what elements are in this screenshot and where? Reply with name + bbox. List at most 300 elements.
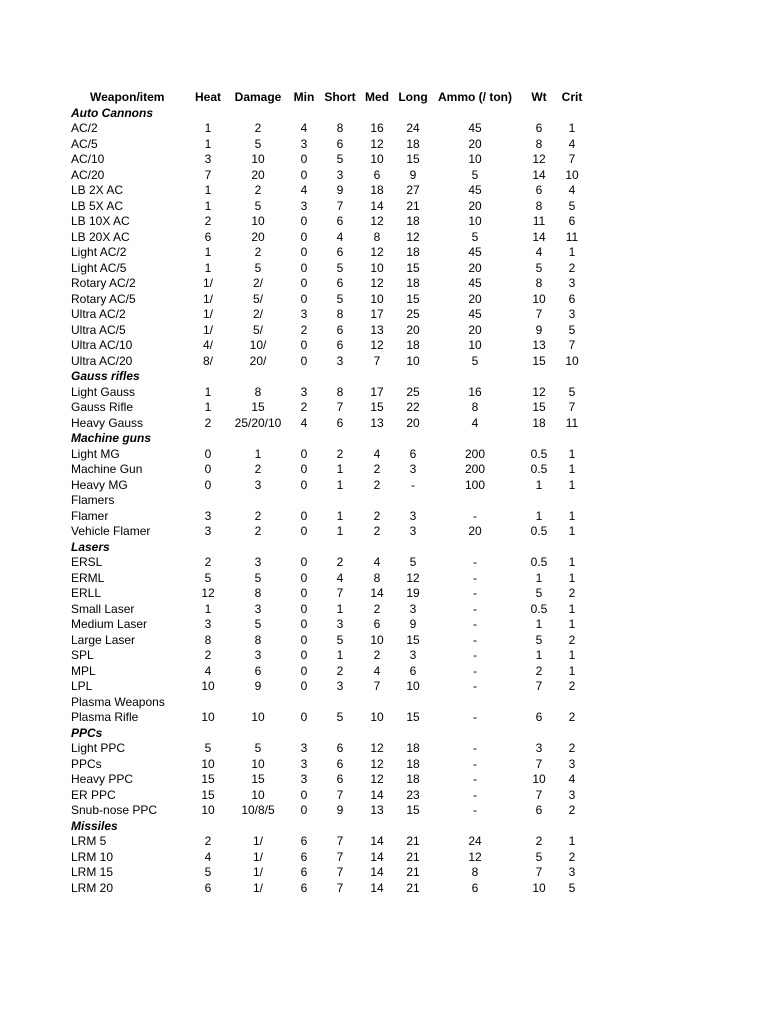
cell-ammo: 10 — [468, 152, 482, 166]
cell-long: 9 — [409, 617, 417, 631]
header-ammo: Ammo (/ ton) — [438, 90, 512, 104]
cell-min: 0 — [300, 524, 308, 538]
cell-damage: 10 — [251, 787, 265, 802]
cell-short: 2 — [336, 555, 344, 569]
cell-min: 3 — [300, 741, 308, 755]
cell-ammo: 200 — [464, 462, 486, 476]
cell-crit: 1 — [568, 524, 576, 538]
cell-damage: 1/ — [252, 865, 263, 879]
cell-short: 7 — [336, 400, 344, 414]
cell-min: 3 — [300, 772, 308, 786]
cell-heat: 15 — [201, 772, 215, 786]
cell-med: 8 — [373, 229, 381, 244]
cell-weapon: LB 2X AC — [71, 183, 124, 197]
cell-weapon: Light MG — [71, 446, 120, 461]
cell-damage: 20 — [251, 167, 265, 182]
cell-weapon: Vehicle Flamer — [71, 524, 151, 538]
cell-med: 12 — [370, 338, 384, 352]
cell-weapon: Rotary AC/2 — [71, 276, 136, 290]
cell-ammo: 200 — [464, 446, 486, 461]
header-heat: Heat — [194, 90, 221, 104]
cell-wt: 7 — [535, 787, 543, 802]
cell-crit: 1 — [568, 648, 576, 662]
table-row — [0, 400, 768, 416]
cell-ammo: 24 — [468, 834, 482, 848]
cell-weapon: Ultra AC/2 — [71, 307, 126, 321]
cell-heat: 2 — [204, 555, 212, 569]
cell-wt: 0.5 — [530, 446, 548, 461]
cell-med: 8 — [373, 570, 381, 585]
cell-weapon: AC/5 — [71, 136, 98, 151]
cell-short: 7 — [336, 880, 344, 895]
cell-min: 3 — [300, 384, 308, 399]
cell-damage: 10 — [251, 710, 265, 724]
category-row — [0, 819, 768, 835]
cell-ammo: - — [473, 710, 477, 724]
cell-min: 2 — [300, 322, 308, 337]
cell-damage: 2 — [254, 245, 262, 259]
cell-heat: 1 — [204, 260, 212, 275]
cell-crit: 4 — [568, 136, 576, 151]
cell-med: 15 — [370, 400, 384, 414]
cell-short: 7 — [336, 849, 344, 864]
cell-wt: 6 — [535, 121, 543, 135]
cell-min: 0 — [300, 276, 308, 290]
cell-short: 9 — [336, 803, 344, 817]
table-row — [0, 168, 768, 184]
cell-ammo: 5 — [471, 353, 479, 368]
cell-weapon: Flamer — [71, 508, 109, 523]
cell-med: 4 — [373, 663, 381, 678]
cell-damage: 25/20/10 — [234, 415, 282, 430]
cell-long: 15 — [406, 710, 420, 724]
cell-heat: 8/ — [202, 353, 213, 368]
table-row — [0, 121, 768, 137]
cell-ammo: 10 — [468, 338, 482, 352]
cell-heat: 10 — [201, 679, 215, 693]
cell-weapon: SPL — [71, 648, 94, 662]
cell-weapon: MPL — [71, 663, 96, 678]
cell-ammo: 20 — [468, 260, 482, 275]
cell-ammo: 16 — [468, 384, 482, 399]
cell-ammo: 100 — [464, 477, 486, 492]
cell-long: 3 — [409, 508, 417, 523]
cell-weapon: ERSL — [71, 555, 103, 569]
cell-min: 0 — [300, 462, 308, 476]
cell-crit: 2 — [568, 260, 576, 275]
table-row — [0, 648, 768, 664]
cell-damage: 2 — [254, 508, 262, 523]
cell-crit: 1 — [568, 555, 576, 569]
cell-min: 0 — [300, 632, 308, 647]
cell-heat: 5 — [204, 865, 212, 879]
category-label: Machine guns — [71, 431, 152, 445]
cell-wt: 4 — [535, 245, 543, 259]
cell-weapon: LRM 5 — [71, 834, 107, 848]
cell-damage: 10 — [251, 214, 265, 228]
cell-min: 4 — [300, 121, 308, 135]
cell-ammo: - — [473, 787, 477, 802]
cell-crit: 11 — [565, 415, 579, 430]
cell-med: 10 — [370, 152, 384, 166]
cell-med: 14 — [370, 834, 384, 848]
cell-min: 0 — [300, 214, 308, 228]
cell-ammo: 20 — [468, 198, 482, 213]
cell-heat: 10 — [201, 756, 215, 771]
cell-med: 6 — [373, 167, 381, 182]
cell-long: 27 — [406, 183, 420, 197]
cell-damage: 5 — [254, 617, 262, 631]
cell-min: 0 — [300, 710, 308, 724]
cell-heat: 1 — [204, 384, 212, 399]
cell-crit: 11 — [565, 229, 579, 244]
cell-short: 5 — [336, 632, 344, 647]
cell-short: 1 — [336, 648, 344, 662]
cell-damage: 8 — [254, 586, 262, 600]
table-row — [0, 571, 768, 587]
cell-wt: 6 — [535, 183, 543, 197]
cell-crit: 5 — [568, 322, 576, 337]
cell-heat: 1 — [204, 245, 212, 259]
table-header-row — [0, 90, 768, 106]
table-row — [0, 524, 768, 540]
cell-weapon: Ultra AC/5 — [71, 322, 126, 337]
cell-ammo: 45 — [468, 183, 482, 197]
table-row — [0, 385, 768, 401]
cell-short: 7 — [336, 865, 344, 879]
cell-ammo: - — [473, 555, 477, 569]
cell-damage: 5/ — [252, 322, 263, 337]
cell-short: 9 — [336, 183, 344, 197]
cell-long: 18 — [406, 276, 420, 290]
cell-med: 10 — [370, 291, 384, 306]
category-row — [0, 695, 768, 711]
cell-med: 12 — [370, 214, 384, 228]
cell-med: 2 — [373, 477, 381, 492]
cell-weapon: ERML — [71, 570, 105, 585]
cell-long: 21 — [406, 849, 420, 864]
cell-heat: 5 — [204, 741, 212, 755]
cell-min: 4 — [300, 415, 308, 430]
cell-ammo: 20 — [468, 322, 482, 337]
cell-short: 1 — [336, 508, 344, 523]
cell-weapon: PPCs — [71, 756, 102, 771]
cell-heat: 2 — [204, 648, 212, 662]
cell-weapon: Heavy PPC — [71, 772, 134, 786]
cell-ammo: 4 — [471, 415, 479, 430]
cell-long: 18 — [406, 136, 420, 151]
table-row — [0, 633, 768, 649]
cell-long: 21 — [406, 198, 420, 213]
cell-wt: 7 — [535, 679, 543, 693]
weapon-table — [0, 90, 768, 896]
cell-ammo: - — [473, 648, 477, 662]
cell-short: 6 — [336, 741, 344, 755]
cell-wt: 11 — [532, 214, 546, 228]
cell-damage: 2/ — [252, 307, 263, 321]
cell-wt: 5 — [535, 849, 543, 864]
cell-long: 15 — [406, 260, 420, 275]
cell-long: 3 — [409, 648, 417, 662]
cell-wt: 0.5 — [530, 555, 548, 569]
table-body — [0, 106, 768, 897]
cell-wt: 1 — [535, 648, 543, 662]
cell-wt: 14 — [532, 229, 546, 244]
cell-crit: 1 — [568, 446, 576, 461]
header-wt: Wt — [531, 90, 547, 104]
cell-wt: 7 — [535, 756, 543, 771]
cell-weapon: AC/10 — [71, 152, 105, 166]
cell-crit: 7 — [568, 338, 576, 352]
cell-short: 6 — [336, 214, 344, 228]
cell-heat: 1/ — [202, 276, 213, 290]
cell-wt: 1 — [535, 477, 543, 492]
cell-heat: 4 — [204, 663, 212, 678]
cell-short: 6 — [336, 322, 344, 337]
cell-long: 9 — [409, 167, 417, 182]
cell-short: 7 — [336, 586, 344, 600]
cell-long: 23 — [406, 787, 420, 802]
cell-damage: 10 — [251, 152, 265, 166]
cell-damage: 2/ — [252, 276, 263, 290]
cell-heat: 7 — [204, 167, 212, 182]
cell-wt: 1 — [535, 617, 543, 631]
cell-wt: 5 — [535, 632, 543, 647]
cell-ammo: - — [473, 632, 477, 647]
cell-min: 0 — [300, 229, 308, 244]
cell-short: 5 — [336, 710, 344, 724]
category-label: Auto Cannons — [71, 105, 153, 120]
table-row — [0, 462, 768, 478]
cell-heat: 0 — [204, 462, 212, 476]
cell-ammo: - — [473, 679, 477, 693]
table-row — [0, 772, 768, 788]
cell-min: 6 — [300, 865, 308, 879]
cell-crit: 2 — [568, 803, 576, 817]
cell-long: 25 — [406, 384, 420, 399]
cell-heat: 1/ — [202, 322, 213, 337]
cell-min: 0 — [300, 570, 308, 585]
cell-heat: 12 — [201, 586, 215, 600]
cell-ammo: 20 — [468, 291, 482, 306]
cell-crit: 4 — [568, 772, 576, 786]
table-row — [0, 137, 768, 153]
cell-long: 6 — [409, 663, 417, 678]
category-label: Plasma Weapons — [71, 694, 165, 709]
cell-weapon: Machine Gun — [71, 462, 143, 476]
cell-ammo: - — [473, 601, 477, 616]
cell-heat: 1 — [204, 601, 212, 616]
cell-long: 18 — [406, 338, 420, 352]
cell-wt: 15 — [532, 353, 546, 368]
cell-ammo: - — [473, 803, 477, 817]
cell-med: 14 — [370, 586, 384, 600]
cell-med: 12 — [370, 276, 384, 290]
cell-crit: 2 — [568, 849, 576, 864]
cell-short: 1 — [336, 462, 344, 476]
cell-min: 0 — [300, 291, 308, 306]
cell-weapon: Medium Laser — [71, 617, 148, 631]
cell-heat: 3 — [204, 152, 212, 166]
cell-med: 13 — [370, 322, 384, 337]
cell-min: 0 — [300, 555, 308, 569]
cell-min: 2 — [300, 400, 308, 414]
category-row — [0, 431, 768, 447]
cell-heat: 2 — [204, 415, 212, 430]
cell-weapon: AC/2 — [71, 121, 98, 135]
cell-min: 0 — [300, 663, 308, 678]
cell-damage: 2 — [254, 183, 262, 197]
cell-short: 6 — [336, 772, 344, 786]
cell-min: 0 — [300, 586, 308, 600]
cell-crit: 1 — [568, 508, 576, 523]
cell-damage: 10/8/5 — [241, 803, 275, 817]
table-row — [0, 152, 768, 168]
table-row — [0, 881, 768, 897]
cell-weapon: LPL — [71, 679, 93, 693]
cell-crit: 2 — [568, 741, 576, 755]
cell-wt: 2 — [535, 834, 543, 848]
cell-min: 3 — [300, 307, 308, 321]
cell-damage: 5 — [254, 136, 262, 151]
cell-wt: 15 — [532, 400, 546, 414]
cell-short: 6 — [336, 415, 344, 430]
cell-heat: 3 — [204, 508, 212, 523]
cell-crit: 5 — [568, 198, 576, 213]
cell-weapon: ER PPC — [71, 787, 116, 802]
cell-long: 12 — [406, 229, 420, 244]
cell-crit: 3 — [568, 307, 576, 321]
cell-crit: 3 — [568, 865, 576, 879]
table-row — [0, 803, 768, 819]
table-row — [0, 850, 768, 866]
cell-damage: 20 — [251, 229, 265, 244]
cell-wt: 1 — [535, 570, 543, 585]
cell-ammo: - — [473, 617, 477, 631]
cell-long: 24 — [406, 121, 420, 135]
cell-heat: 10 — [201, 803, 215, 817]
cell-wt: 9 — [535, 322, 543, 337]
cell-wt: 7 — [535, 865, 543, 879]
cell-min: 0 — [300, 601, 308, 616]
cell-weapon: Heavy MG — [71, 477, 128, 492]
cell-wt: 8 — [535, 136, 543, 151]
cell-min: 6 — [300, 849, 308, 864]
cell-med: 7 — [373, 353, 381, 368]
cell-wt: 5 — [535, 260, 543, 275]
cell-min: 0 — [300, 167, 308, 182]
cell-long: 3 — [409, 462, 417, 476]
cell-med: 12 — [370, 741, 384, 755]
cell-wt: 1 — [535, 508, 543, 523]
cell-med: 14 — [370, 880, 384, 895]
cell-med: 14 — [370, 865, 384, 879]
cell-min: 0 — [300, 617, 308, 631]
cell-ammo: - — [473, 741, 477, 755]
cell-crit: 3 — [568, 787, 576, 802]
cell-long: 3 — [409, 601, 417, 616]
cell-ammo: - — [473, 756, 477, 771]
cell-med: 14 — [370, 787, 384, 802]
cell-ammo: - — [473, 772, 477, 786]
table-row — [0, 757, 768, 773]
cell-long: 20 — [406, 322, 420, 337]
cell-weapon: AC/20 — [71, 167, 105, 182]
cell-short: 5 — [336, 291, 344, 306]
cell-heat: 5 — [204, 570, 212, 585]
cell-heat: 1 — [204, 136, 212, 151]
cell-damage: 3 — [254, 601, 262, 616]
cell-damage: 8 — [254, 384, 262, 399]
cell-med: 14 — [370, 198, 384, 213]
cell-ammo: - — [473, 663, 477, 678]
cell-short: 6 — [336, 756, 344, 771]
cell-crit: 1 — [568, 570, 576, 585]
header-crit: Crit — [561, 90, 583, 104]
cell-med: 2 — [373, 601, 381, 616]
cell-long: 20 — [406, 415, 420, 430]
cell-min: 0 — [300, 152, 308, 166]
cell-wt: 13 — [532, 338, 546, 352]
header-min: Min — [293, 90, 315, 104]
cell-heat: 1 — [204, 198, 212, 213]
cell-med: 13 — [370, 803, 384, 817]
category-row — [0, 493, 768, 509]
cell-min: 0 — [300, 477, 308, 492]
cell-short: 3 — [336, 353, 344, 368]
cell-weapon: Rotary AC/5 — [71, 291, 136, 306]
cell-long: 12 — [406, 570, 420, 585]
cell-damage: 5 — [254, 570, 262, 585]
cell-med: 2 — [373, 508, 381, 523]
cell-crit: 2 — [568, 632, 576, 647]
cell-med: 17 — [370, 384, 384, 399]
cell-damage: 2 — [254, 121, 262, 135]
table-row — [0, 602, 768, 618]
cell-med: 10 — [370, 632, 384, 647]
category-row — [0, 106, 768, 122]
cell-short: 7 — [336, 198, 344, 213]
cell-damage: 1/ — [252, 834, 263, 848]
cell-ammo: 6 — [471, 880, 479, 895]
cell-min: 0 — [300, 245, 308, 259]
cell-wt: 10 — [532, 291, 546, 306]
cell-crit: 10 — [565, 167, 579, 182]
cell-wt: 12 — [532, 384, 546, 399]
cell-wt: 8 — [535, 198, 543, 213]
cell-damage: 1/ — [252, 849, 263, 864]
cell-med: 16 — [370, 121, 384, 135]
cell-med: 12 — [370, 136, 384, 151]
cell-med: 2 — [373, 524, 381, 538]
table-row — [0, 555, 768, 571]
cell-crit: 6 — [568, 291, 576, 306]
table-row — [0, 447, 768, 463]
cell-ammo: 20 — [468, 136, 482, 151]
cell-med: 12 — [370, 756, 384, 771]
cell-ammo: 12 — [468, 849, 482, 864]
cell-crit: 1 — [568, 601, 576, 616]
cell-short: 4 — [336, 570, 344, 585]
table-row — [0, 788, 768, 804]
cell-wt: 0.5 — [530, 524, 548, 538]
cell-ammo: 45 — [468, 307, 482, 321]
cell-long: 10 — [406, 679, 420, 693]
cell-med: 12 — [370, 245, 384, 259]
cell-weapon: ERLL — [71, 586, 102, 600]
cell-heat: 3 — [204, 617, 212, 631]
cell-ammo: - — [473, 570, 477, 585]
